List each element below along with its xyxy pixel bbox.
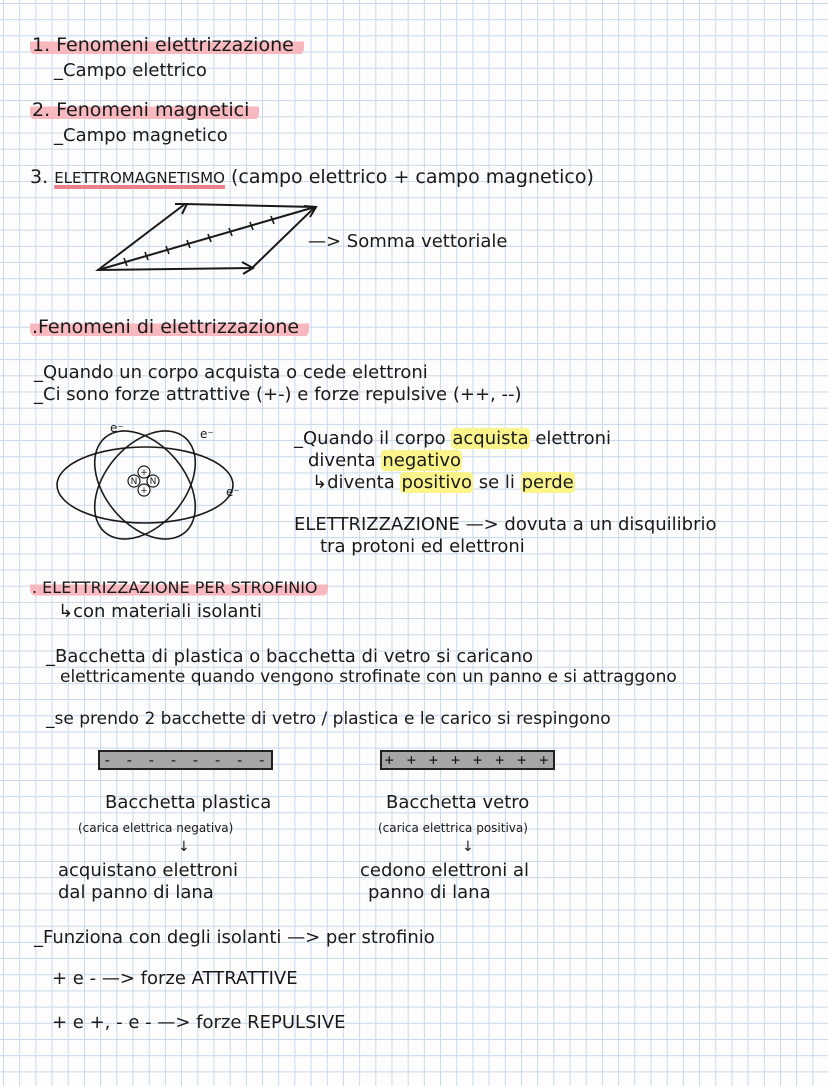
plastic-rod-label: Bacchetta plastica [105, 792, 272, 813]
glass-arrow: ↓ [462, 839, 474, 855]
atom-proton-1: + [140, 468, 148, 478]
atom-electron-2: e⁻ [200, 427, 214, 441]
glass-result-2: panno di lana [368, 882, 491, 903]
section-3-keyword: ELETTROMAGNETISMO [54, 169, 225, 187]
attractive-forces-line: + e - —> forze ATTRATTIVE [52, 968, 298, 989]
acquista-line-1: _Quando il corpo acquista elettroni [294, 428, 612, 449]
section-1-title: 1. Fenomeni elettrizzazione [30, 36, 304, 55]
strofinio-para-1a: _Bacchetta di plastica o bacchetta di vetro si caricano [46, 646, 533, 667]
glass-rod-label: Bacchetta vetro [386, 792, 530, 813]
atom-neutron-2: N [149, 477, 157, 487]
section-2-title: 2. Fenomeni magnetici [30, 101, 259, 120]
atom-diagram [50, 420, 250, 555]
strofinio-para-1b: elettricamente quando vengono strofinate con un panno e si attraggono [60, 667, 677, 687]
vector-sum-diagram [90, 198, 330, 278]
section-2-sub: _Campo magnetico [54, 125, 228, 146]
atom-electron-3: e⁻ [226, 485, 240, 499]
atom-electron-1: e⁻ [110, 421, 124, 435]
fenomeni-title: .Fenomeni di elettrizzazione [30, 318, 309, 337]
plastic-rod: - - - - - - - - [98, 750, 273, 770]
section-3-paren: (campo elettrico + campo magnetico) [230, 166, 594, 188]
isolanti-line: _Funziona con degli isolanti —> per strofinio [34, 927, 435, 948]
elettrizzazione-definition: ELETTRIZZAZIONE —> dovuta a un disquilibrio [294, 514, 717, 535]
section-1-sub: _Campo elettrico [54, 60, 207, 81]
repulsive-forces-line: + e +, - e - —> forze REPULSIVE [52, 1012, 346, 1033]
strofinio-title: . ELETTRIZZAZIONE PER STROFINIO [30, 580, 328, 596]
fenomeni-line-1: _Quando un corpo acquista o cede elettroni [34, 362, 428, 383]
atom-proton-2: + [140, 486, 148, 496]
glass-rod-charge: (carica elettrica positiva) [378, 821, 528, 835]
plastic-result-2: dal panno di lana [58, 882, 214, 903]
atom-neutron-1: N [130, 477, 138, 487]
glass-rod: + + + + + + + + [380, 750, 555, 770]
plastic-result-1: acquistano elettroni [58, 860, 239, 881]
section-3-title [30, 168, 594, 187]
section-3-number: 3. [30, 166, 49, 188]
elettrizzazione-definition-2: tra protoni ed elettroni [320, 536, 525, 557]
strofinio-para-2: _se prendo 2 bacchette di vetro / plastica e le carico si respingono [46, 709, 611, 729]
plastic-arrow: ↓ [178, 839, 190, 855]
acquista-line-3: ↳diventa positivo se li perde [312, 472, 574, 493]
vector-sum-note: —> Somma vettoriale [308, 231, 508, 252]
strofinio-sub: ↳con materiali isolanti [58, 601, 262, 622]
plastic-rod-charge: (carica elettrica negativa) [78, 821, 234, 835]
acquista-line-2: diventa negativo [308, 450, 462, 471]
glass-result-1: cedono elettroni al [360, 860, 529, 881]
fenomeni-line-2: _Ci sono forze attrattive (+-) e forze repulsive (++, --) [34, 384, 522, 405]
